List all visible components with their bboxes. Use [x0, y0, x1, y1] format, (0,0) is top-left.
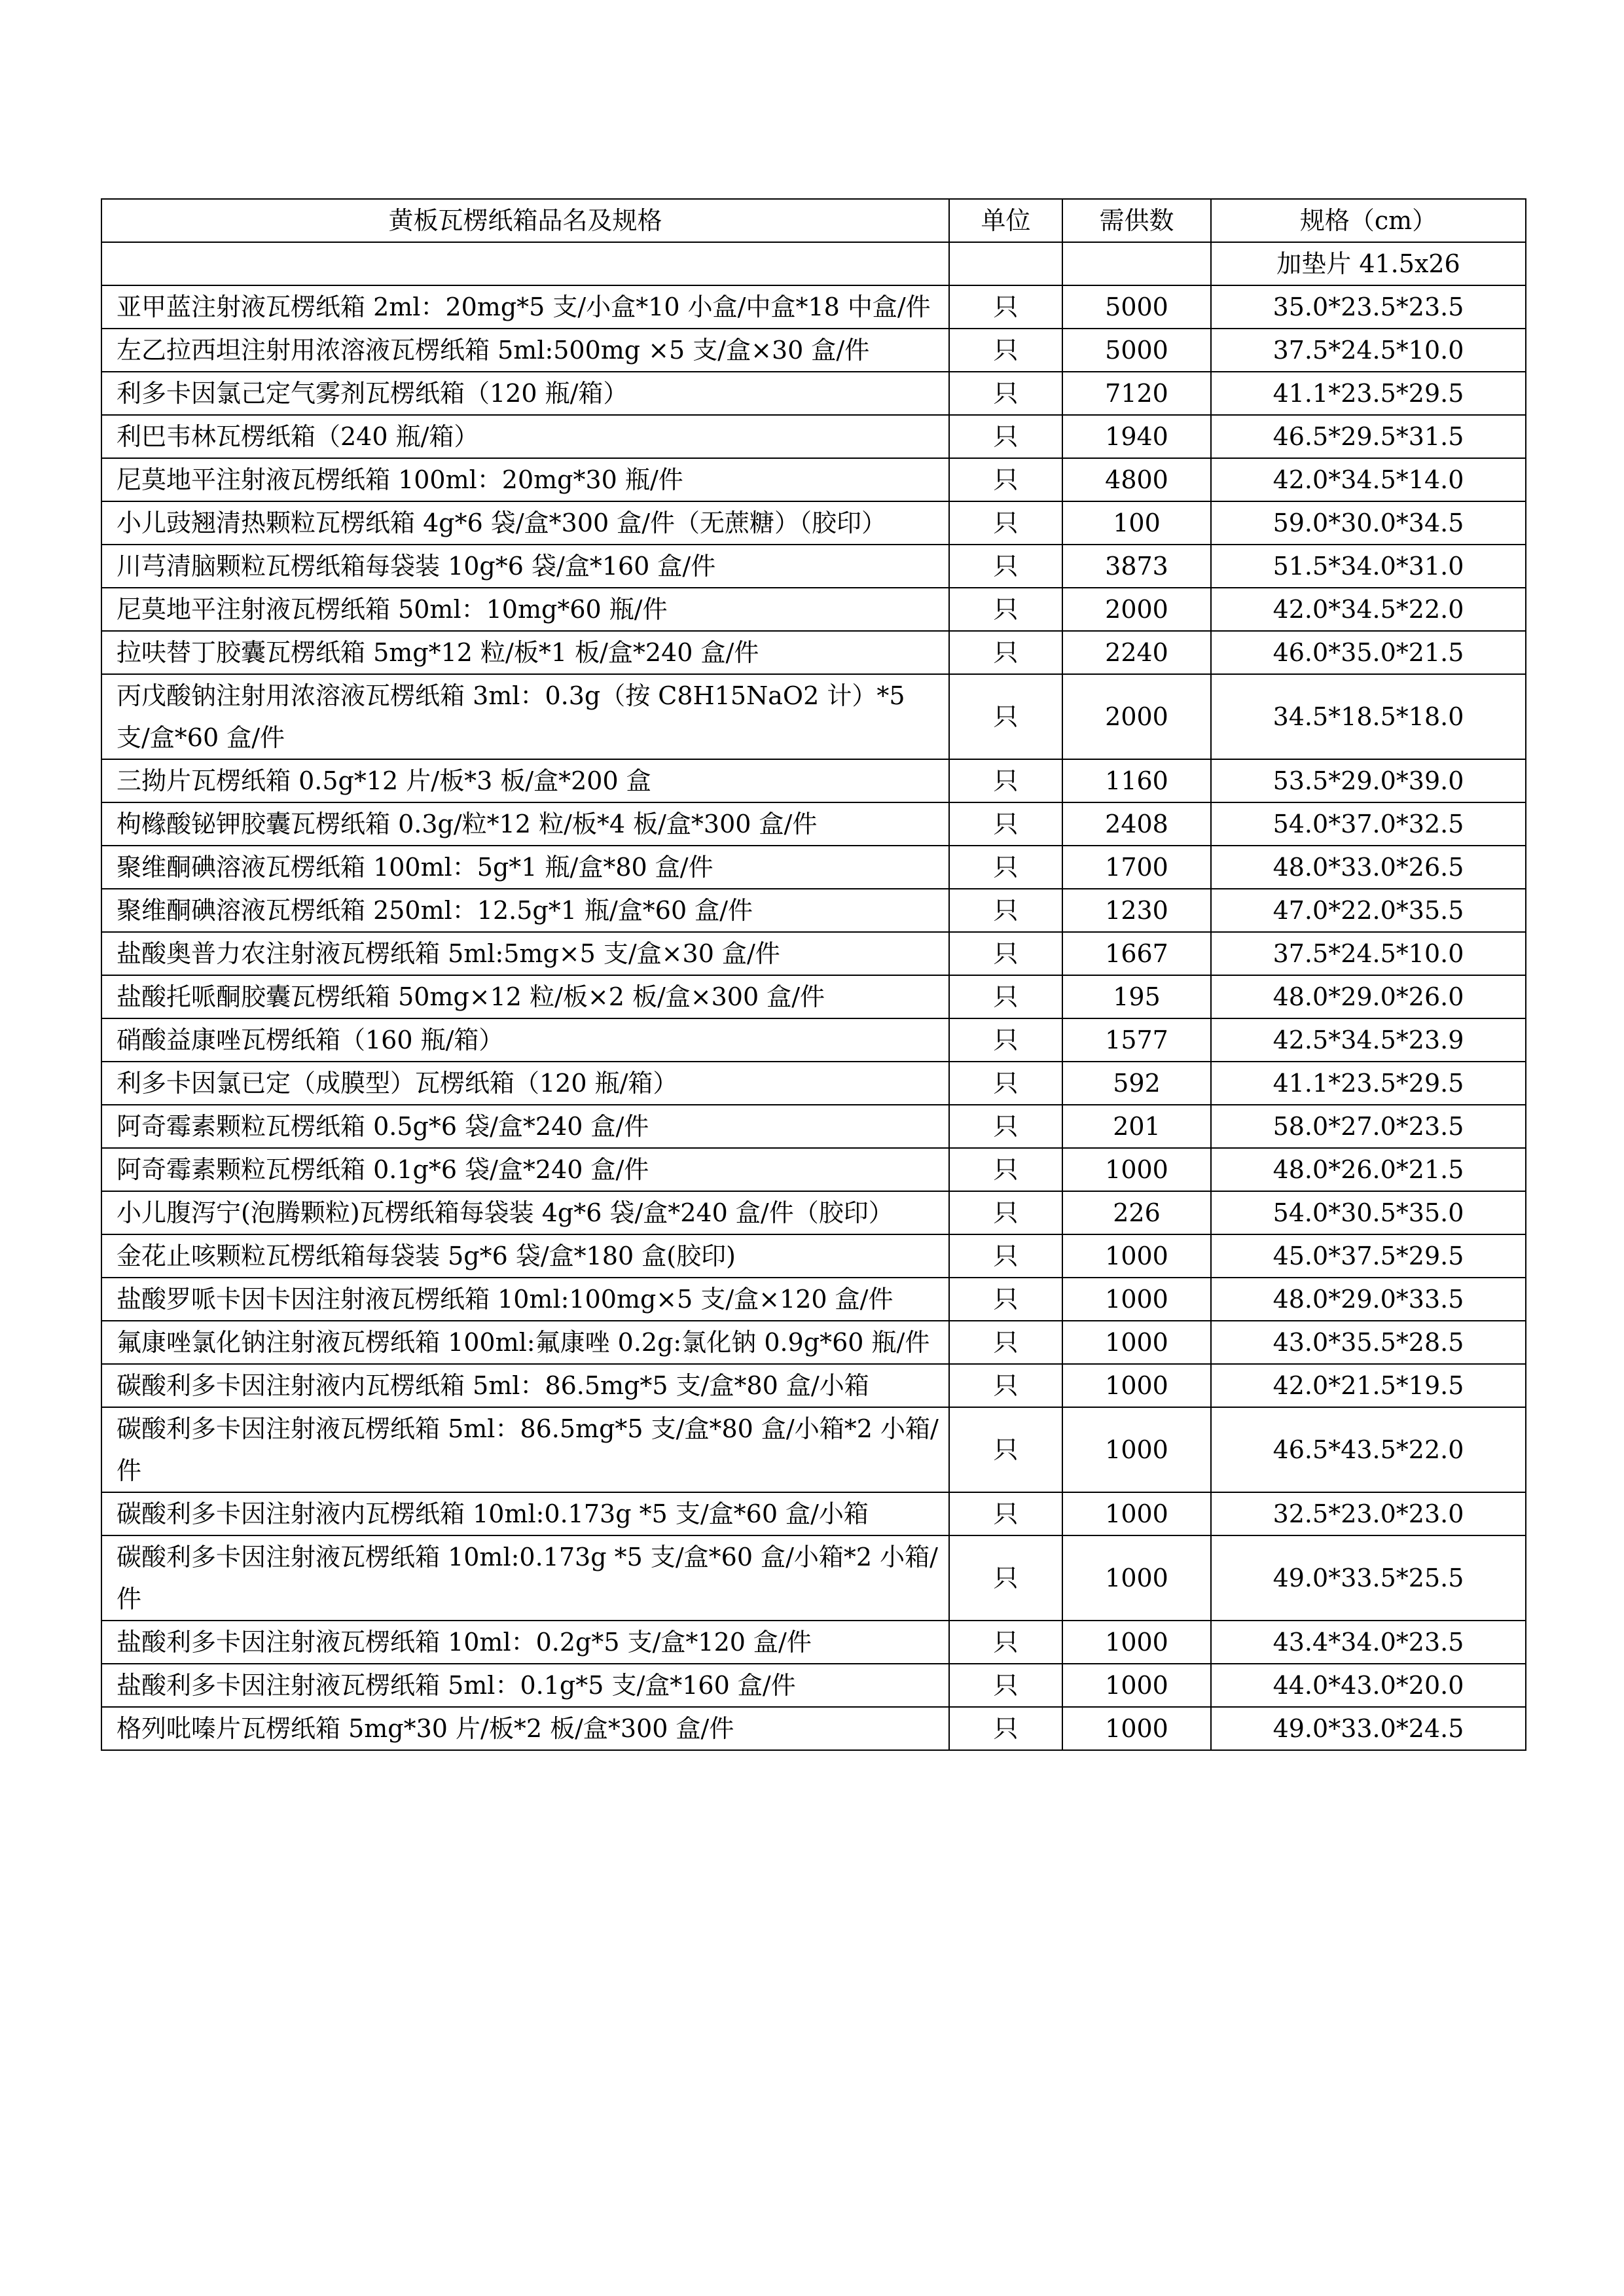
cell-quantity: 100	[1062, 501, 1211, 545]
cell-quantity: 1000	[1062, 1234, 1211, 1278]
cell-name: 碳酸利多卡因注射液瓦楞纸箱 10ml:0.173g *5 支/盒*60 盒/小箱*2 小箱/件	[101, 1535, 949, 1621]
table-row	[101, 674, 1526, 759]
header-spec: 规格（cm）	[1211, 199, 1526, 242]
cell-name: 拉呋替丁胶囊瓦楞纸箱 5mg*12 粒/板*1 板/盒*240 盒/件	[101, 631, 949, 674]
cell-unit: 只	[949, 329, 1062, 372]
table-row	[101, 1364, 1526, 1407]
cell-spec: 48.0*29.0*33.5	[1211, 1278, 1526, 1321]
cell-quantity: 1700	[1062, 846, 1211, 889]
cell-quantity: 7120	[1062, 372, 1211, 415]
cell-spec: 48.0*26.0*21.5	[1211, 1148, 1526, 1191]
table-row	[101, 588, 1526, 631]
table-row	[101, 1492, 1526, 1535]
cell-unit: 只	[949, 588, 1062, 631]
cell-spec: 46.0*35.0*21.5	[1211, 631, 1526, 674]
cell-unit: 只	[949, 975, 1062, 1018]
table-row	[101, 1707, 1526, 1750]
cell-name: 枸橼酸铋钾胶囊瓦楞纸箱 0.3g/粒*12 粒/板*4 板/盒*300 盒/件	[101, 802, 949, 846]
table-row	[101, 1535, 1526, 1621]
cell-spec: 48.0*33.0*26.5	[1211, 846, 1526, 889]
cell-spec: 41.1*23.5*29.5	[1211, 1062, 1526, 1105]
cell-unit: 只	[949, 846, 1062, 889]
table-header-row	[101, 199, 1526, 242]
note-row	[101, 242, 1526, 285]
cell-spec: 47.0*22.0*35.5	[1211, 889, 1526, 932]
cell-unit: 只	[949, 1148, 1062, 1191]
cell-quantity: 1000	[1062, 1148, 1211, 1191]
cell-spec: 58.0*27.0*23.5	[1211, 1105, 1526, 1148]
cell-name: 小儿豉翘清热颗粒瓦楞纸箱 4g*6 袋/盒*300 盒/件（无蔗糖）（胶印）	[101, 501, 949, 545]
cell-spec: 42.0*34.5*22.0	[1211, 588, 1526, 631]
cell-quantity: 1000	[1062, 1492, 1211, 1535]
cell-unit: 只	[949, 1191, 1062, 1234]
cell-quantity: 1230	[1062, 889, 1211, 932]
cell-unit: 只	[949, 285, 1062, 329]
cell-unit: 只	[949, 759, 1062, 802]
cell-unit: 只	[949, 501, 1062, 545]
table-row	[101, 1018, 1526, 1062]
cell-quantity: 1577	[1062, 1018, 1211, 1062]
table-row	[101, 1321, 1526, 1364]
cell-spec: 49.0*33.5*25.5	[1211, 1535, 1526, 1621]
cell-name: 格列吡嗪片瓦楞纸箱 5mg*30 片/板*2 板/盒*300 盒/件	[101, 1707, 949, 1750]
cell-unit: 只	[949, 802, 1062, 846]
cell-unit: 只	[949, 1018, 1062, 1062]
cell-unit: 只	[949, 1621, 1062, 1664]
cell-unit: 只	[949, 1664, 1062, 1707]
table-row	[101, 631, 1526, 674]
cell-unit: 只	[949, 458, 1062, 501]
table-row	[101, 1664, 1526, 1707]
cell-unit: 只	[949, 889, 1062, 932]
cell-name: 聚维酮碘溶液瓦楞纸箱 250ml：12.5g*1 瓶/盒*60 盒/件	[101, 889, 949, 932]
cell-spec: 42.0*34.5*14.0	[1211, 458, 1526, 501]
cell-quantity: 592	[1062, 1062, 1211, 1105]
cell-name: 川芎清脑颗粒瓦楞纸箱每袋装 10g*6 袋/盒*160 盒/件	[101, 545, 949, 588]
table-row	[101, 932, 1526, 975]
table-row	[101, 545, 1526, 588]
cell-spec: 54.0*37.0*32.5	[1211, 802, 1526, 846]
table-row	[101, 1105, 1526, 1148]
cell-quantity: 5000	[1062, 329, 1211, 372]
cell-quantity: 201	[1062, 1105, 1211, 1148]
table-row	[101, 1148, 1526, 1191]
cell-name: 尼莫地平注射液瓦楞纸箱 50ml：10mg*60 瓶/件	[101, 588, 949, 631]
cell-quantity: 2000	[1062, 588, 1211, 631]
cell-unit: 只	[949, 1364, 1062, 1407]
cell-quantity: 1000	[1062, 1407, 1211, 1492]
cell-name: 利巴韦林瓦楞纸箱（240 瓶/箱）	[101, 415, 949, 458]
cell-unit: 只	[949, 1492, 1062, 1535]
cell-unit: 只	[949, 631, 1062, 674]
cell-unit: 只	[949, 1321, 1062, 1364]
cell-spec: 42.5*34.5*23.9	[1211, 1018, 1526, 1062]
cell-quantity: 2240	[1062, 631, 1211, 674]
cell-spec: 37.5*24.5*10.0	[1211, 329, 1526, 372]
cell-quantity: 1000	[1062, 1707, 1211, 1750]
cell-spec: 53.5*29.0*39.0	[1211, 759, 1526, 802]
cell-unit: 只	[949, 1535, 1062, 1621]
cell-name: 金花止咳颗粒瓦楞纸箱每袋装 5g*6 袋/盒*180 盒(胶印)	[101, 1234, 949, 1278]
cell-unit: 只	[949, 1707, 1062, 1750]
cell-name: 利多卡因氯已定（成膜型）瓦楞纸箱（120 瓶/箱）	[101, 1062, 949, 1105]
cell-name: 碳酸利多卡因注射液内瓦楞纸箱 10ml:0.173g *5 支/盒*60 盒/小箱	[101, 1492, 949, 1535]
cell-quantity: 5000	[1062, 285, 1211, 329]
cell-unit: 只	[949, 545, 1062, 588]
cell-name: 小儿腹泻宁(泡腾颗粒)瓦楞纸箱每袋装 4g*6 袋/盒*240 盒/件（胶印）	[101, 1191, 949, 1234]
table-row	[101, 1234, 1526, 1278]
cell-quantity: 1000	[1062, 1664, 1211, 1707]
cell-spec: 37.5*24.5*10.0	[1211, 932, 1526, 975]
cell-spec: 32.5*23.0*23.0	[1211, 1492, 1526, 1535]
cell-quantity: 1000	[1062, 1364, 1211, 1407]
cell-quantity: 226	[1062, 1191, 1211, 1234]
cell-name: 氟康唑氯化钠注射液瓦楞纸箱 100ml:氟康唑 0.2g:氯化钠 0.9g*60 瓶/件	[101, 1321, 949, 1364]
cell-spec: 34.5*18.5*18.0	[1211, 674, 1526, 759]
header-product-name: 黄板瓦楞纸箱品名及规格	[101, 199, 949, 242]
cell-name: 三拗片瓦楞纸箱 0.5g*12 片/板*3 板/盒*200 盒	[101, 759, 949, 802]
table-row	[101, 1062, 1526, 1105]
cell-name: 聚维酮碘溶液瓦楞纸箱 100ml：5g*1 瓶/盒*80 盒/件	[101, 846, 949, 889]
cell-spec: 42.0*21.5*19.5	[1211, 1364, 1526, 1407]
cell-unit: 只	[949, 1278, 1062, 1321]
cell-quantity	[1062, 242, 1211, 285]
cell-name: 盐酸托哌酮胶囊瓦楞纸箱 50mg×12 粒/板×2 板/盒×300 盒/件	[101, 975, 949, 1018]
cell-name: 尼莫地平注射液瓦楞纸箱 100ml：20mg*30 瓶/件	[101, 458, 949, 501]
cell-name: 硝酸益康唑瓦楞纸箱（160 瓶/箱）	[101, 1018, 949, 1062]
table-row	[101, 846, 1526, 889]
table-row	[101, 1621, 1526, 1664]
cell-name: 盐酸罗哌卡因卡因注射液瓦楞纸箱 10ml:100mg×5 支/盒×120 盒/件	[101, 1278, 949, 1321]
cell-name: 盐酸利多卡因注射液瓦楞纸箱 10ml：0.2g*5 支/盒*120 盒/件	[101, 1621, 949, 1664]
table-row	[101, 329, 1526, 372]
cell-spec: 43.4*34.0*23.5	[1211, 1621, 1526, 1664]
table-row	[101, 1278, 1526, 1321]
cell-unit: 只	[949, 415, 1062, 458]
cell-spec: 54.0*30.5*35.0	[1211, 1191, 1526, 1234]
table-row	[101, 1407, 1526, 1492]
cell-spec: 46.5*43.5*22.0	[1211, 1407, 1526, 1492]
cell-quantity: 1160	[1062, 759, 1211, 802]
table-row	[101, 889, 1526, 932]
cell-spec: 46.5*29.5*31.5	[1211, 415, 1526, 458]
cell-spec: 48.0*29.0*26.0	[1211, 975, 1526, 1018]
table-row	[101, 458, 1526, 501]
cell-name: 盐酸奥普力农注射液瓦楞纸箱 5ml:5mg×5 支/盒×30 盒/件	[101, 932, 949, 975]
cell-quantity: 1667	[1062, 932, 1211, 975]
cell-name: 碳酸利多卡因注射液瓦楞纸箱 5ml：86.5mg*5 支/盒*80 盒/小箱*2 小箱/件	[101, 1407, 949, 1492]
cell-spec: 49.0*33.0*24.5	[1211, 1707, 1526, 1750]
carton-spec-table	[101, 198, 1526, 1751]
cell-unit: 只	[949, 1234, 1062, 1278]
cell-quantity: 1940	[1062, 415, 1211, 458]
cell-spec: 45.0*37.5*29.5	[1211, 1234, 1526, 1278]
cell-quantity: 195	[1062, 975, 1211, 1018]
cell-quantity: 1000	[1062, 1278, 1211, 1321]
cell-quantity: 2408	[1062, 802, 1211, 846]
cell-unit: 只	[949, 1105, 1062, 1148]
cell-name: 左乙拉西坦注射用浓溶液瓦楞纸箱 5ml:500mg ×5 支/盒×30 盒/件	[101, 329, 949, 372]
cell-name: 亚甲蓝注射液瓦楞纸箱 2ml：20mg*5 支/小盒*10 小盒/中盒*18 中盒/件	[101, 285, 949, 329]
cell-quantity: 1000	[1062, 1621, 1211, 1664]
cell-name: 阿奇霉素颗粒瓦楞纸箱 0.5g*6 袋/盒*240 盒/件	[101, 1105, 949, 1148]
cell-quantity: 1000	[1062, 1535, 1211, 1621]
cell-name: 碳酸利多卡因注射液内瓦楞纸箱 5ml：86.5mg*5 支/盒*80 盒/小箱	[101, 1364, 949, 1407]
table-row	[101, 372, 1526, 415]
cell-name: 利多卡因氯己定气雾剂瓦楞纸箱（120 瓶/箱）	[101, 372, 949, 415]
cell-name: 阿奇霉素颗粒瓦楞纸箱 0.1g*6 袋/盒*240 盒/件	[101, 1148, 949, 1191]
header-unit: 单位	[949, 199, 1062, 242]
table-row	[101, 285, 1526, 329]
cell-unit: 只	[949, 372, 1062, 415]
header-quantity: 需供数	[1062, 199, 1211, 242]
cell-unit: 只	[949, 1407, 1062, 1492]
cell-quantity: 2000	[1062, 674, 1211, 759]
cell-name: 丙戊酸钠注射用浓溶液瓦楞纸箱 3ml：0.3g（按 C8H15NaO2 计）*5 支/盒*60 盒/件	[101, 674, 949, 759]
cell-spec: 35.0*23.5*23.5	[1211, 285, 1526, 329]
cell-spec: 41.1*23.5*29.5	[1211, 372, 1526, 415]
table-row	[101, 501, 1526, 545]
cell-unit: 只	[949, 932, 1062, 975]
cell-quantity: 1000	[1062, 1321, 1211, 1364]
table-row	[101, 975, 1526, 1018]
cell-spec: 44.0*43.0*20.0	[1211, 1664, 1526, 1707]
cell-spec: 59.0*30.0*34.5	[1211, 501, 1526, 545]
cell-name	[101, 242, 949, 285]
cell-quantity: 3873	[1062, 545, 1211, 588]
cell-unit: 只	[949, 1062, 1062, 1105]
cell-quantity: 4800	[1062, 458, 1211, 501]
cell-name: 盐酸利多卡因注射液瓦楞纸箱 5ml：0.1g*5 支/盒*160 盒/件	[101, 1664, 949, 1707]
cell-unit	[949, 242, 1062, 285]
table-row	[101, 802, 1526, 846]
cell-spec: 51.5*34.0*31.0	[1211, 545, 1526, 588]
cell-spec: 43.0*35.5*28.5	[1211, 1321, 1526, 1364]
cell-unit: 只	[949, 674, 1062, 759]
table-row	[101, 1191, 1526, 1234]
table-row	[101, 415, 1526, 458]
table-row	[101, 759, 1526, 802]
cell-spec: 加垫片 41.5x26	[1211, 242, 1526, 285]
